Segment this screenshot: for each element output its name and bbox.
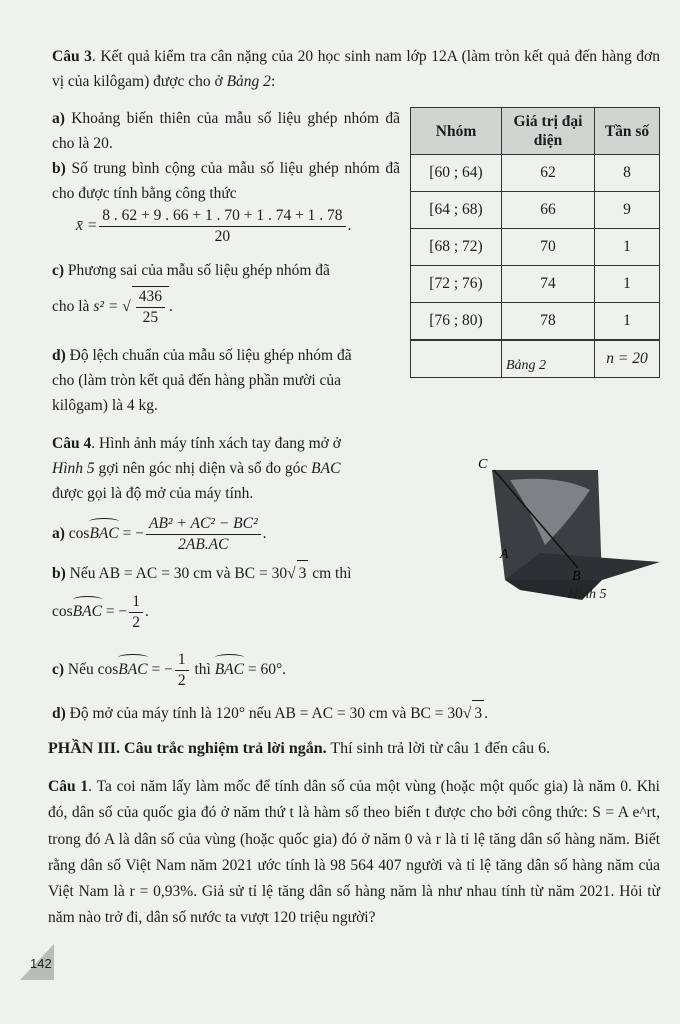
formula-lhs: s² =: [93, 298, 119, 316]
question-text: . Kết quả kiểm tra cân nặng của 20 học sinh nam lớp 12A (làm tròn kết quả đến hàng đơn vị của kilôgam) được cho ở: [52, 48, 660, 90]
cell: 9: [595, 192, 660, 229]
cau3-option-c: [52, 258, 400, 283]
option-label: b): [52, 160, 66, 177]
angle: BAC: [89, 521, 118, 546]
figure-ref: Hình 5: [52, 460, 95, 477]
cell: 66: [502, 192, 595, 229]
numerator: AB² + AC² − BC²: [146, 514, 261, 535]
sqrt-value: 3: [472, 700, 484, 726]
question-text: được gọi là độ mở của máy tính.: [52, 485, 254, 502]
cau4-intro: [52, 431, 397, 506]
cell: 70: [502, 229, 595, 266]
denominator: 20: [214, 228, 231, 245]
angle-name: BAC: [311, 460, 341, 477]
point-b-label: B: [572, 569, 581, 584]
header-cell: Giá trị đại diện: [502, 108, 595, 155]
point-a-label: A: [500, 547, 509, 562]
laptop-figure: [470, 450, 670, 610]
table-row: [411, 303, 660, 341]
denominator: 2AB.AC: [178, 536, 229, 553]
cau3-option-a: [52, 106, 400, 156]
cell: 78: [502, 303, 595, 341]
numerator: 8 . 62 + 9 . 66 + 1 . 70 + 1 . 74 + 1 . 78: [99, 206, 345, 227]
data-table: [410, 107, 660, 378]
fraction: [129, 592, 143, 633]
table-row: [411, 192, 660, 229]
cell: [76 ; 80): [411, 303, 502, 341]
cau3-option-b: [52, 156, 400, 206]
cos: cos: [97, 661, 119, 679]
cau4-option-d: d) Độ mở của máy tính là 120° nếu AB = AC = 30 cm và BC = 30√ 3 .: [52, 700, 488, 726]
question-text: . Ta coi năm lấy làm mốc để tính dân số của một vùng (hoặc một quốc gia) là năm 0. Khi đó, dân số của quốc gia đó ở năm thứ t là hàm số theo biến t được cho bởi công thức: S = A e^rt, trong đó A là dân số của vùng (hoặc quốc gia) đó ở năm 0 và r là tỉ lệ tăng dân số hàng năm. Biết rằng dân số Việt Nam năm 2021 ước tính là 98 564 407 người và tỉ lệ tăng dân số hàng năm của Việt Nam là r = 0,93%. Giả sử tỉ lệ tăng dân số hàng năm là như nhau tính từ năm 2021. Hỏi từ năm nào trở đi, dân số nước ta vượt 120 triệu người?: [48, 778, 660, 927]
option-text: cho là: [52, 298, 94, 316]
question-text: . Hình ảnh máy tính xách tay đang mở ở: [91, 435, 341, 452]
option-text: Phương sai của mẫu số liệu ghép nhóm đã: [64, 262, 330, 279]
question-label: Câu 4: [52, 435, 92, 452]
eq: = −: [105, 603, 128, 621]
angle: BAC: [215, 657, 244, 682]
cau4-option-c: [52, 650, 286, 691]
page-number-badge: [20, 944, 54, 980]
table-row: [411, 155, 660, 192]
option-text: Nếu: [64, 661, 98, 679]
total-cell: n = 20: [595, 340, 660, 378]
cell: [60 ; 64): [411, 155, 502, 192]
option-text: Số trung bình cộng của mẫu số liệu ghép nhóm đã cho được tính bằng công thức: [52, 160, 400, 202]
cell: [411, 340, 502, 378]
cau1: [48, 774, 660, 932]
cau4-option-b: b) Nếu AB = AC = 30 cm và BC = 30√ 3 cm thì: [52, 560, 351, 586]
numerator: 436: [136, 287, 165, 308]
point-c-label: C: [478, 457, 488, 472]
variance-formula: cho là s² = √ $\frac{436}{25}$ .: [52, 288, 173, 326]
option-text: = 60°.: [243, 661, 287, 679]
formula-lhs: x̄ =: [76, 217, 98, 235]
cell: 74: [502, 266, 595, 303]
figure-caption: Hình 5: [568, 587, 607, 602]
option-label: a): [52, 110, 65, 127]
punct: :: [270, 73, 276, 90]
cell: 8: [595, 155, 660, 192]
cos: cos: [52, 603, 73, 621]
denominator: 2: [177, 672, 186, 689]
cau3-option-d: [52, 343, 362, 418]
mean-formula: x̄ = $\frac{8 . 62 + 9 . 66 + 1 . 70 + 1 . 74 + 1 . 78}{20}$ .: [76, 207, 352, 245]
cell: [72 ; 76): [411, 266, 502, 303]
cau4-option-a: a) cosBAC = − $\frac{\text{AB² + AC² − BC²}}{2AB.AC}$ .: [52, 515, 267, 553]
cell: 62: [502, 155, 595, 192]
cell: [64 ; 68): [411, 192, 502, 229]
angle: BAC: [73, 599, 102, 624]
cell: 1: [595, 303, 660, 341]
fraction: [136, 287, 165, 328]
section-title: PHẦN III. Câu trắc nghiệm trả lời ngắn.: [48, 740, 327, 757]
option-label: c): [52, 262, 65, 279]
option-label: c): [52, 661, 65, 679]
table-row: [411, 266, 660, 303]
fraction: [99, 206, 345, 247]
section-instruction: Thí sinh trả lời từ câu 1 đến câu 6.: [326, 740, 551, 757]
table-ref: Bảng 2: [226, 73, 271, 90]
cau3-intro: [52, 44, 660, 94]
option-label: d): [52, 705, 66, 722]
numerator: 1: [129, 592, 143, 613]
option-text: Nếu AB = AC = 30 cm và BC = 30: [65, 565, 288, 582]
option-label: a): [52, 525, 65, 543]
eq: = −: [122, 525, 144, 543]
table-caption: Bảng 2: [506, 358, 547, 373]
denominator: 2: [132, 614, 140, 631]
table-header-row: [411, 108, 660, 155]
option-text: Độ lệch chuẩn của mẫu số liệu ghép nhóm đã cho (làm tròn kết quả đến hàng phần mười của kilôgam) là 4 kg.: [52, 347, 352, 414]
fraction: [146, 514, 261, 555]
section-heading: [48, 736, 660, 761]
cell: [68 ; 72): [411, 229, 502, 266]
angle: BAC: [118, 657, 147, 682]
option-label: d): [52, 347, 66, 364]
cau4-option-b-result: cosBAC = − $\frac{1}{2}$ .: [52, 593, 149, 631]
header-cell: Tần số: [595, 108, 660, 155]
question-label: Câu 3: [52, 48, 92, 65]
option-text: Khoảng biến thiên của mẫu số liệu ghép nhóm đã cho là 20.: [52, 110, 400, 152]
denominator: 25: [142, 309, 159, 326]
page-number: 142: [30, 956, 52, 971]
cos: cos: [68, 525, 90, 543]
option-label: b): [52, 565, 66, 582]
cell: 1: [595, 229, 660, 266]
numerator: 1: [175, 650, 189, 671]
sqrt-value: 3: [297, 560, 309, 586]
cell: 1: [595, 266, 660, 303]
option-text: cm thì: [308, 565, 352, 582]
eq: = −: [151, 661, 173, 679]
fraction: [175, 650, 189, 691]
table-row: [411, 229, 660, 266]
header-cell: Nhóm: [411, 108, 502, 155]
question-label: Câu 1: [48, 778, 89, 795]
option-text: thì: [190, 661, 215, 679]
question-text: gợi nên góc nhị diện và số đo góc: [94, 460, 312, 477]
option-text: Độ mở của máy tính là 120° nếu AB = AC = 30 cm và BC = 30: [65, 705, 463, 722]
